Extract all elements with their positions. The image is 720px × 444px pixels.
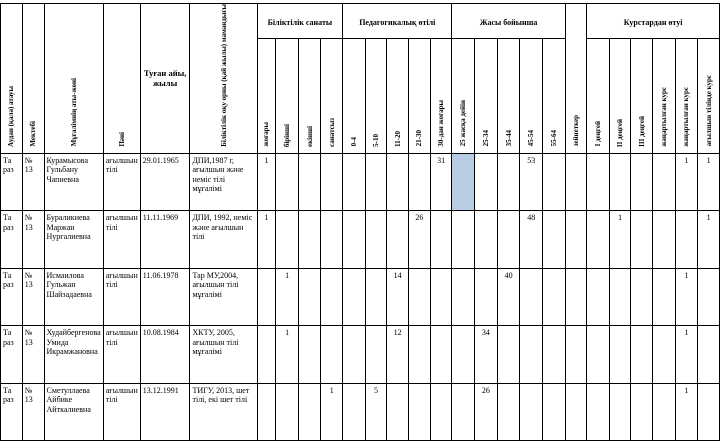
cell-course-2 bbox=[631, 326, 653, 384]
cell-birth-date: 13.12.1991 bbox=[140, 383, 190, 440]
cell-course-3 bbox=[653, 326, 676, 384]
header-age-2: 35-44 bbox=[497, 39, 520, 154]
cell-age-4 bbox=[543, 326, 566, 384]
cell-course-0 bbox=[587, 326, 610, 384]
cell-age-1 bbox=[475, 211, 498, 269]
cell-pedagogical-0 bbox=[343, 268, 366, 326]
cell-pension bbox=[565, 326, 587, 384]
cell-pedagogical-0 bbox=[343, 153, 366, 211]
cell-course-4: 1 bbox=[675, 268, 698, 326]
cell-course-1: 1 bbox=[609, 211, 631, 269]
cell-pedagogical-4 bbox=[430, 326, 452, 384]
cell-school: № 13 bbox=[22, 326, 44, 384]
cell-course-3 bbox=[653, 211, 676, 269]
table-row bbox=[1, 268, 720, 326]
cell-district: Та раз bbox=[1, 326, 23, 384]
cell-pedagogical-0 bbox=[343, 326, 366, 384]
cell-course-2 bbox=[631, 383, 653, 440]
cell-pedagogical-2 bbox=[387, 153, 409, 211]
cell-qualification-1: 1 bbox=[276, 268, 299, 326]
cell-age-3: 48 bbox=[520, 211, 543, 269]
cell-pedagogical-0 bbox=[343, 211, 366, 269]
cell-age-2 bbox=[497, 211, 520, 269]
cell-subject: ағылшын тілі bbox=[103, 326, 140, 384]
cell-pension bbox=[565, 383, 587, 440]
cell-birth-date: 11.11.1969 bbox=[140, 211, 190, 269]
cell-age-1 bbox=[475, 268, 498, 326]
cell-qualification-0: 1 bbox=[257, 211, 276, 269]
cell-teacher-name: Курамысова Гульбану Чапиевна bbox=[44, 153, 103, 211]
cell-pedagogical-3 bbox=[409, 153, 431, 211]
cell-pedagogical-4 bbox=[430, 268, 452, 326]
cell-age-4 bbox=[543, 383, 566, 440]
cell-subject: ағылшын тілі bbox=[103, 153, 140, 211]
cell-subject: ағылшын тілі bbox=[103, 383, 140, 440]
cell-course-5 bbox=[698, 326, 720, 384]
header-district: Аудан (қала) атауы bbox=[1, 4, 23, 154]
header-qual-2: екінші bbox=[298, 39, 321, 154]
header-qualification-group: Біліктілік санаты bbox=[257, 4, 342, 39]
cell-pedagogical-2: 14 bbox=[387, 268, 409, 326]
cell-teacher-name: Худайбергенова Умида Икрамжановна bbox=[44, 326, 103, 384]
cell-education: ТИГУ, 2013, шет тілі, екі шет тілі bbox=[190, 383, 257, 440]
cell-pedagogical-2: 12 bbox=[387, 326, 409, 384]
header-education: Біліктілік оқу орны (қай жылы) мамандығы bbox=[190, 4, 257, 154]
header-course-1: ІІ деңгей bbox=[609, 39, 631, 154]
cell-pension bbox=[565, 211, 587, 269]
cell-qualification-2 bbox=[298, 268, 321, 326]
cell-qualification-3: 1 bbox=[321, 383, 343, 440]
header-course-0: І деңгей bbox=[587, 39, 610, 154]
header-age-group: Жасы бойынша bbox=[452, 4, 565, 39]
cell-course-0 bbox=[587, 383, 610, 440]
cell-qualification-0 bbox=[257, 326, 276, 384]
cell-birth-date: 11.06.1978 bbox=[140, 268, 190, 326]
cell-course-4: 1 bbox=[675, 383, 698, 440]
cell-qualification-3 bbox=[321, 326, 343, 384]
cell-education: ДПИ, 1992, неміс және ағылшын тілі bbox=[190, 211, 257, 269]
cell-subject: ағылшын тілі bbox=[103, 211, 140, 269]
cell-age-3: 53 bbox=[520, 153, 543, 211]
cell-pedagogical-1 bbox=[365, 326, 387, 384]
cell-qualification-1: 1 bbox=[276, 326, 299, 384]
cell-qualification-3 bbox=[321, 153, 343, 211]
cell-course-5 bbox=[698, 268, 720, 326]
cell-age-3 bbox=[520, 383, 543, 440]
cell-course-2 bbox=[631, 268, 653, 326]
cell-district: Та раз bbox=[1, 211, 23, 269]
header-ped-3: 21-30 bbox=[409, 39, 431, 154]
cell-course-0 bbox=[587, 211, 610, 269]
table-row bbox=[1, 211, 720, 269]
cell-qualification-1 bbox=[276, 383, 299, 440]
cell-teacher-name: Сметуллаева Айбике Айткалиевна bbox=[44, 383, 103, 440]
header-course-3: жаңартылған курс bbox=[653, 39, 676, 154]
cell-qualification-1 bbox=[276, 153, 299, 211]
cell-district: Та раз bbox=[1, 383, 23, 440]
cell-pedagogical-4 bbox=[430, 383, 452, 440]
cell-pedagogical-1 bbox=[365, 268, 387, 326]
cell-course-0 bbox=[587, 153, 610, 211]
cell-course-2 bbox=[631, 211, 653, 269]
cell-age-2 bbox=[497, 326, 520, 384]
cell-age-4 bbox=[543, 211, 566, 269]
cell-pedagogical-1 bbox=[365, 153, 387, 211]
header-age-1: 25-34 bbox=[475, 39, 498, 154]
cell-age-0 bbox=[452, 153, 475, 211]
header-school: Мектебі bbox=[22, 4, 44, 154]
header-pension: зейнеткер bbox=[565, 4, 587, 154]
table-body bbox=[1, 153, 720, 440]
cell-district: Та раз bbox=[1, 268, 23, 326]
cell-qualification-2 bbox=[298, 383, 321, 440]
header-pedagogical-group: Педагогикалық өтілі bbox=[343, 4, 452, 39]
cell-qualification-3 bbox=[321, 268, 343, 326]
cell-pedagogical-3 bbox=[409, 268, 431, 326]
cell-pedagogical-3 bbox=[409, 326, 431, 384]
header-course-5: ағылшын тілінде курс bbox=[698, 39, 720, 154]
cell-birth-date: 29.01.1965 bbox=[140, 153, 190, 211]
cell-age-0 bbox=[452, 211, 475, 269]
cell-age-2: 40 bbox=[497, 268, 520, 326]
header-subject: Пәні bbox=[103, 4, 140, 154]
cell-qualification-0: 1 bbox=[257, 153, 276, 211]
header-name: Мұғалімнің аты-жөні bbox=[44, 4, 103, 154]
header-qual-3: санатсыз bbox=[321, 39, 343, 154]
cell-course-1 bbox=[609, 153, 631, 211]
cell-course-3 bbox=[653, 383, 676, 440]
table-row bbox=[1, 383, 720, 440]
cell-qualification-2 bbox=[298, 211, 321, 269]
cell-education: ДПИ,1987 г, ағылшын және неміс тілі мұғалімі bbox=[190, 153, 257, 211]
cell-pedagogical-2 bbox=[387, 211, 409, 269]
cell-age-0 bbox=[452, 268, 475, 326]
header-qual-1: бірінші bbox=[276, 39, 299, 154]
cell-pedagogical-1: 5 bbox=[365, 383, 387, 440]
cell-school: № 13 bbox=[22, 268, 44, 326]
header-age-4: 55-64 bbox=[543, 39, 566, 154]
cell-education: Тар МУ,2004, ағылшын тілі мұғалімі bbox=[190, 268, 257, 326]
cell-school: № 13 bbox=[22, 153, 44, 211]
cell-qualification-1 bbox=[276, 211, 299, 269]
header-age-3: 45-54 bbox=[520, 39, 543, 154]
cell-pension bbox=[565, 153, 587, 211]
header-ped-4: 30-дан жоғары bbox=[430, 39, 452, 154]
cell-teacher-name: Бураликиева Маржан Нургалиевна bbox=[44, 211, 103, 269]
cell-qualification-2 bbox=[298, 326, 321, 384]
header-age-0: 25 жасқа дейін bbox=[452, 39, 475, 154]
cell-age-3 bbox=[520, 268, 543, 326]
cell-course-4: 1 bbox=[675, 326, 698, 384]
cell-course-3 bbox=[653, 153, 676, 211]
cell-age-4 bbox=[543, 268, 566, 326]
cell-age-3 bbox=[520, 326, 543, 384]
cell-pedagogical-2 bbox=[387, 383, 409, 440]
header-course-2: ІІІ деңгей bbox=[631, 39, 653, 154]
cell-course-5 bbox=[698, 383, 720, 440]
header-ped-1: 5-10 bbox=[365, 39, 387, 154]
table-row bbox=[1, 326, 720, 384]
cell-school: № 13 bbox=[22, 211, 44, 269]
cell-pedagogical-4: 31 bbox=[430, 153, 452, 211]
cell-district: Та раз bbox=[1, 153, 23, 211]
cell-pedagogical-1 bbox=[365, 211, 387, 269]
cell-qualification-0 bbox=[257, 268, 276, 326]
cell-age-1 bbox=[475, 153, 498, 211]
cell-age-1: 34 bbox=[475, 326, 498, 384]
cell-qualification-2 bbox=[298, 153, 321, 211]
cell-education: ХКТУ, 2005, ағылшын тілі мұғалімі bbox=[190, 326, 257, 384]
cell-course-5: 1 bbox=[698, 211, 720, 269]
cell-course-0 bbox=[587, 268, 610, 326]
cell-course-1 bbox=[609, 383, 631, 440]
cell-school: № 13 bbox=[22, 383, 44, 440]
cell-teacher-name: Исмаилова Гульжан Шайзадаевна bbox=[44, 268, 103, 326]
cell-course-4 bbox=[675, 211, 698, 269]
cell-age-1: 26 bbox=[475, 383, 498, 440]
header-birth: Туған айы, жылы bbox=[140, 4, 190, 154]
cell-course-3 bbox=[653, 268, 676, 326]
cell-pedagogical-0 bbox=[343, 383, 366, 440]
header-course-4: жаңартылған курс bbox=[675, 39, 698, 154]
cell-course-5: 1 bbox=[698, 153, 720, 211]
cell-qualification-0 bbox=[257, 383, 276, 440]
header-ped-2: 11-20 bbox=[387, 39, 409, 154]
cell-course-1 bbox=[609, 268, 631, 326]
header-ped-0: 0-4 bbox=[343, 39, 366, 154]
teacher-table bbox=[0, 3, 720, 441]
table-row bbox=[1, 153, 720, 211]
cell-age-0 bbox=[452, 326, 475, 384]
cell-birth-date: 10.08.1984 bbox=[140, 326, 190, 384]
header-courses-group: Курстардан өтуі bbox=[587, 4, 720, 39]
cell-course-1 bbox=[609, 326, 631, 384]
cell-course-4: 1 bbox=[675, 153, 698, 211]
header-row-groups bbox=[1, 4, 720, 39]
cell-age-2 bbox=[497, 383, 520, 440]
cell-course-2 bbox=[631, 153, 653, 211]
cell-age-0 bbox=[452, 383, 475, 440]
cell-age-4 bbox=[543, 153, 566, 211]
cell-pedagogical-3: 26 bbox=[409, 211, 431, 269]
cell-subject: ағылшын тілі bbox=[103, 268, 140, 326]
cell-pedagogical-3 bbox=[409, 383, 431, 440]
cell-pension bbox=[565, 268, 587, 326]
header-qual-0: жоғары bbox=[257, 39, 276, 154]
cell-age-2 bbox=[497, 153, 520, 211]
cell-pedagogical-4 bbox=[430, 211, 452, 269]
cell-qualification-3 bbox=[321, 211, 343, 269]
